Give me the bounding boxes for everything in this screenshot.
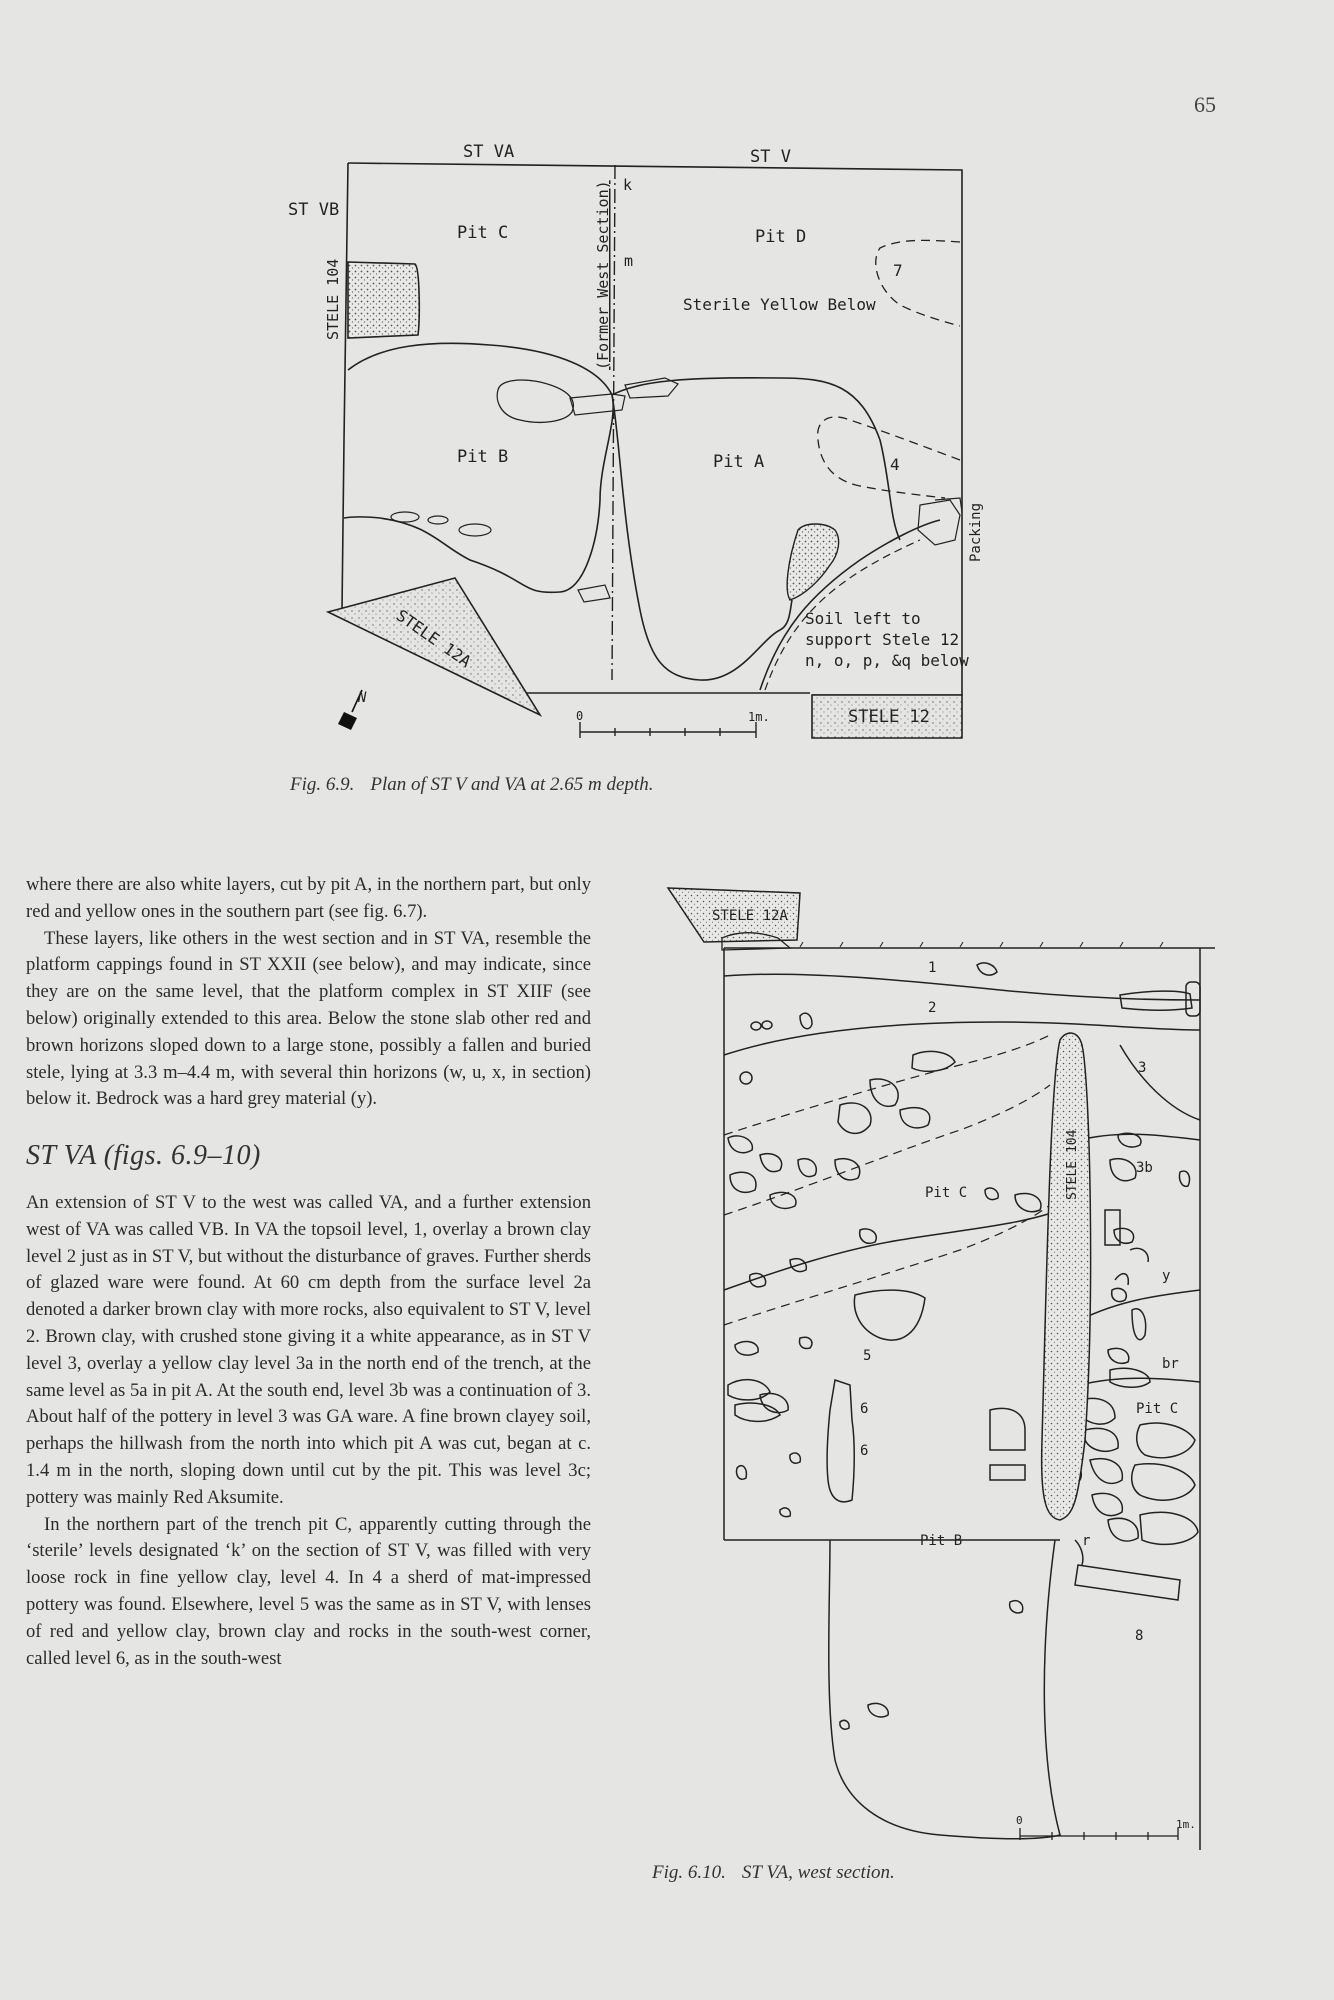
label-m: m xyxy=(624,252,634,270)
sec-label-y: y xyxy=(1162,1268,1171,1284)
sec-label-pit-c: Pit C xyxy=(925,1185,968,1201)
caption-number: Fig. 6.10. xyxy=(652,1862,726,1883)
scale-0: 0 xyxy=(576,709,584,723)
label-st-vb: ST VB xyxy=(288,200,340,220)
label-pit-b: Pit B xyxy=(457,447,509,467)
paragraph: An extension of ST V to the west was called VA, and a further extension west of VA was called VB. In VA the topsoil level, 1, overlay a brown clay level 2 just as in ST V, but without the disturbance of graves. Further sherds of glazed ware were found. At 60 cm depth from the surface level 2a denoted a darker brown clay with more rocks, also equivalent to ST V, level 2. Brown clay, with crushed stone giving it a white appearance, as in ST V level 3, overlay a yellow clay level 3a in the north end of the trench, at the same level as 5a in pit A. At the south end, level 3b was a continuation of 3. About half of the pottery in level 3 was GA ware. A fine brown clayey soil, perhaps the hillwash from the north into which pit A was cut, began at c. 1.4 m in the north, sloping down until cut by the pit. This was level 3c; pottery was mainly Red Aksumite. xyxy=(26,1191,591,1508)
label-7: 7 xyxy=(893,261,903,280)
sec-label-stele-104: STELE 104 xyxy=(1065,1129,1080,1200)
plan-scale-bar xyxy=(580,722,756,738)
text-column xyxy=(26,872,591,1672)
label-soil-3: n, o, p, &q below xyxy=(805,651,969,670)
sec-label-br: br xyxy=(1162,1356,1179,1372)
label-packing: Packing xyxy=(968,502,984,562)
sec-label-1: 1 xyxy=(928,960,937,976)
scale-1m: 1m. xyxy=(748,710,770,724)
sec-label-3b: 3b xyxy=(1136,1160,1153,1176)
label-st-va: ST VA xyxy=(463,142,515,162)
figure-section xyxy=(665,880,1225,1860)
sec-scale-0: 0 xyxy=(1016,1814,1023,1827)
label-stele-104: STELE 104 xyxy=(324,258,342,340)
caption-fig-6-9 xyxy=(290,774,653,796)
section-heading: ST VA (figs. 6.9–10) xyxy=(26,1140,261,1172)
section-stele-104-shape xyxy=(1042,1033,1091,1520)
label-pit-c: Pit C xyxy=(457,223,509,243)
label-pit-a: Pit A xyxy=(713,452,765,472)
sec-label-8: 8 xyxy=(1135,1628,1144,1644)
stele-104-shape xyxy=(348,262,419,338)
sec-scale-1m: 1m. xyxy=(1176,1818,1196,1831)
label-stele-12a: STELE 12A xyxy=(392,605,475,672)
caption-number: Fig. 6.9. xyxy=(290,774,355,795)
paragraph: These layers, like others in the west section and in ST VA, resemble the platform cappings found in ST XXII (see below), and may indicate, since they are on the same level, that the platform complex in ST XIIF (see below) originally extended to this area. Below the stone slab other red and brown horizons sloped down to a large stone, possibly a fallen and buried stele, lying at 3.3 m–4.4 m, with several thin horizons (w, u, x, in section) below it. Bedrock was a hard grey material (y). xyxy=(26,927,591,1110)
label-stele-12: STELE 12 xyxy=(848,707,930,727)
label-sterile: Sterile Yellow Below xyxy=(683,295,876,314)
sec-label-pit-c-right: Pit C xyxy=(1136,1401,1179,1417)
sec-label-2: 2 xyxy=(928,1000,937,1016)
page-number: 65 xyxy=(1194,92,1216,117)
plan-drawing xyxy=(270,130,990,760)
label-soil-2: support Stele 12 xyxy=(805,630,960,649)
label-former-west-section: (Former West Section) xyxy=(594,180,612,370)
sec-label-5: 5 xyxy=(863,1348,872,1364)
figure-plan xyxy=(270,130,990,760)
section-drawing xyxy=(665,880,1225,1860)
paragraph: where there are also white layers, cut by pit A, in the northern part, but only red and yellow ones in the southern part (see fig. 6.7). xyxy=(26,874,591,922)
paragraph: In the northern part of the trench pit C, apparently cutting through the ‘sterile’ levels designated ‘k’ on the section of ST V, was filled with very loose rock in fine yellow clay, level 4. In 4 a sherd of mat-impressed pottery was found. Elsewhere, level 5 was the same as in ST V, with lenses of red and yellow clay, brown clay and rocks in the south-west corner, called level 6, as in the south-west xyxy=(26,1513,591,1669)
caption-text: ST VA, west section. xyxy=(741,1862,895,1883)
sec-label-pit-b: Pit B xyxy=(920,1533,963,1549)
label-k: k xyxy=(623,176,633,194)
label-north: N xyxy=(358,690,367,706)
label-pit-d: Pit D xyxy=(755,227,807,247)
sec-label-6a: 6 xyxy=(860,1401,869,1417)
caption-text: Plan of ST V and VA at 2.65 m depth. xyxy=(370,774,654,795)
caption-fig-6-10 xyxy=(652,1862,895,1884)
sec-label-stele-12a: STELE 12A xyxy=(712,908,788,924)
sec-label-r: r xyxy=(1082,1533,1091,1549)
sec-label-3: 3 xyxy=(1138,1060,1147,1076)
label-soil-1: Soil left to xyxy=(805,609,921,628)
label-st-v: ST V xyxy=(750,147,791,167)
label-4: 4 xyxy=(890,455,900,474)
sec-label-6b: 6 xyxy=(860,1443,869,1459)
